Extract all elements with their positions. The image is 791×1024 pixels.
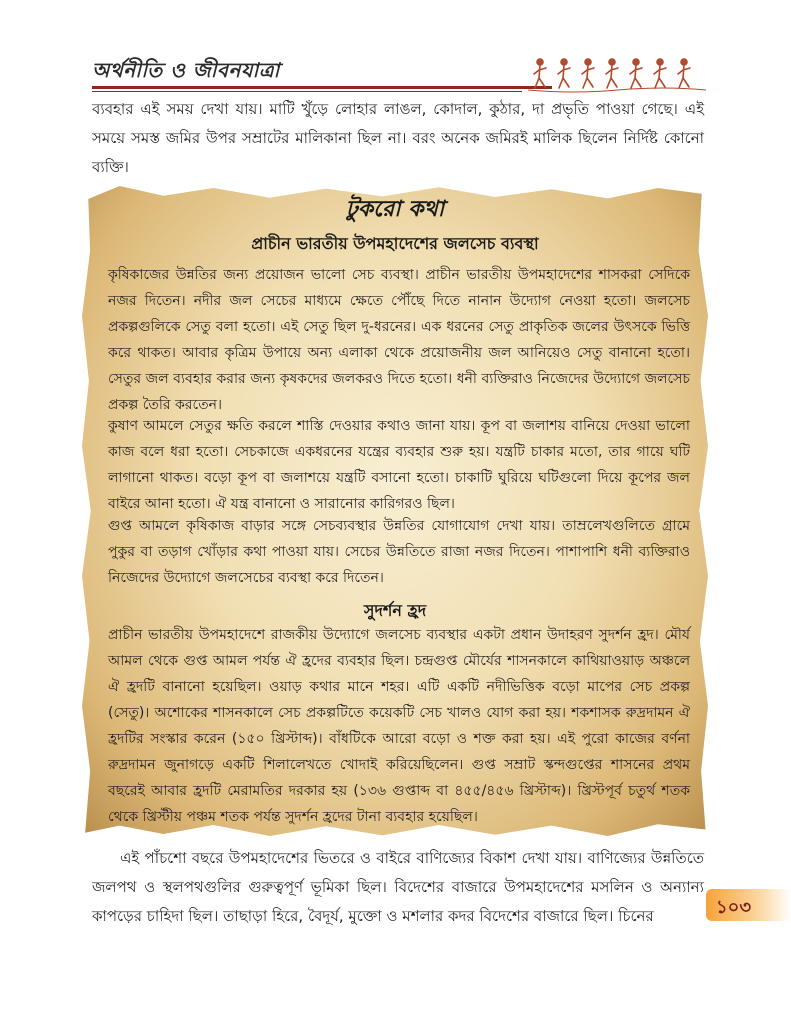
bottom-paragraph: এই পাঁচশো বছরে উপমহাদেশের ভিতরে ও বাইরে বাণিজ্যের বিকাশ দেখা যায়। বাণিজ্যের উন্নতিতে জলপথ ও স্থলপথগুলির গুরুত্বপূর্ণ ভূমিকা ছিল। বিদেশের বাজারে উপমহাদেশের মসলিন ও অন্যান্য কাপড়ের চাহিদা ছিল। তাছাড়া হিরে, বৈদূর্য, মুক্তো ও মশলার কদর বিদেশের বাজারে ছিল। চিনের — [92, 849, 704, 925]
figure-icon — [630, 59, 642, 88]
section-heading: সুদর্শন হ্রদ — [363, 601, 427, 620]
figure-icon — [606, 59, 618, 88]
figure-icon — [582, 59, 594, 88]
page-number: ১০৩ — [716, 897, 752, 918]
figure-icon — [558, 59, 570, 88]
header-title: অর্থনীতি ও জীবনযাত্রা — [92, 58, 280, 82]
header-rule-thin — [92, 91, 522, 92]
header-rule — [92, 86, 552, 89]
box-subtitle: প্রাচীন ভারতীয় উপমহাদেশের জলসেচ ব্যবস্থা — [251, 234, 539, 253]
box-paragraph-1: কৃষিকাজের উন্নতির জন্য প্রয়োজন ভালো সেচ ব্যবস্থা। প্রাচীন ভারতীয় উপমহাদেশের শাসকরা সেদিকে নজর দিতেন। নদীর জল সেচের মাধ্যমে ক্ষেতে পৌঁছে দিতে নানান উদ্যোগ নেওয়া হতো। জলসেচ প্রকল্পগুলিকে সেতু বলা হতো। এই সেতু ছিল দু-ধরনের। এক ধরনের সেতু প্রাকৃতিক জলের উৎসকে ভিত্তি করে থাকত। আবার কৃত্রিম উপায়ে অন্য এলাকা থেকে প্রয়োজনীয় জল আনিয়েও সেতু বানানো হতো। সেতুর জল ব্যবহার করার জন্য কৃষকদের জলকরও দিতে হতো। ধনী ব্যক্তিরাও নিজেদের উদ্যোগে জলসেচ প্রকল্প তৈরি করতেন। — [108, 267, 690, 413]
box-title: টুকরো কথা — [345, 196, 445, 222]
box-paragraph-3: গুপ্ত আমলে কৃষিকাজ বাড়ার সঙ্গে সেচব্যবস্থার উন্নতির যোগাযোগ দেখা যায়। তাম্রলেখগুলিতে গ্রামে পুকুর বা তড়াগ খোঁড়ার কথা পাওয়া যায়। সেচের উন্নতিতে রাজা নজর দিতেন। পাশাপাশি ধনী ব্যক্তিরাও নিজেদের উদ্যোগে জলসেচের ব্যবস্থা করে দিতেন। — [108, 518, 690, 586]
header-figures-decoration — [528, 52, 706, 96]
section-paragraph: প্রাচীন ভারতীয় উপমহাদেশে রাজকীয় উদ্যোগে জলসেচ ব্যবস্থার একটা প্রধান উদাহরণ সুদর্শন হ্রদ। মৌর্য আমল থেকে গুপ্ত আমল পর্যন্ত ঐ হ্রদের ব্যবহার ছিল। চন্দ্রগুপ্ত মৌর্যের শাসনকালে কাথিয়াওয়াড় অঞ্চলে ঐ হ্রদটি বানানো হয়েছিল। ওয়াড় কথার মানে শহর। এটি একটি নদীভিত্তিক বড়ো মাপের সেচ প্রকল্প (সেতু)। অশোকের শাসনকালে সেচ প্রকল্পটিতে কয়েকটি সেচ খালও যোগ করা হয়। শকশাসক রুদ্রদামন ঐ হ্রদটির সংস্কার করেন (১৫০ খ্রিস্টাব্দ)। বাঁধটিকে আরো বড়ো ও শক্ত করা হয়। এই পুরো কাজের বর্ণনা রুদ্রদামন জুনাগড়ে একটি শিলালেখতে খোদাই করিয়েছিলেন। গুপ্ত সম্রাট স্কন্দগুপ্তের শাসনের প্রথম বছরেই আবার হ্রদটি মেরামতির দরকার হয় (১৩৬ গুপ্তাব্দ বা ৪৫৫/৪৫৬ খ্রিস্টাব্দ)। খ্রিস্টপূর্ব চতুর্থ শতক থেকে খ্রিস্টীয় পঞ্চম শতক পর্যন্ত সুদর্শন হ্রদের টানা ব্যবহার হয়েছিল। — [108, 627, 690, 825]
box-paragraph-2: কুষাণ আমলে সেতুর ক্ষতি করলে শাস্তি দেওয়ার কথাও জানা যায়। কূপ বা জলাশয় বানিয়ে দেওয়া ভালো কাজ বলে ধরা হতো। সেচকাজে একধরনের যন্ত্রের ব্যবহার শুরু হয়। যন্ত্রটি চাকার মতো, তার গায়ে ঘটি লাগানো থাকত। বড়ো কূপ বা জলাশয়ে যন্ত্রটি বসানো হতো। চাকাটি ঘুরিয়ে ঘটিগুলো দিয়ে কূপের জল বাইরে আনা হতো। ঐ যন্ত্র বানানো ও সারানোর কারিগরও ছিল। — [108, 418, 690, 512]
intro-paragraph: ব্যবহার এই সময় দেখা যায়। মাটি খুঁড়ে লোহার লাঙল, কোদাল, কুঠার, দা প্রভৃতি পাওয়া গেছে। এই সময়ে সমস্ত জমির উপর সম্রাটের মালিকানা ছিল না। বরং অনেক জমিরই মালিক ছিলেন নির্দিষ্ট কোনো ব্যক্তি। — [92, 100, 704, 176]
figure-icon — [678, 59, 690, 88]
figure-icon — [534, 59, 546, 88]
figure-icon — [654, 59, 666, 88]
